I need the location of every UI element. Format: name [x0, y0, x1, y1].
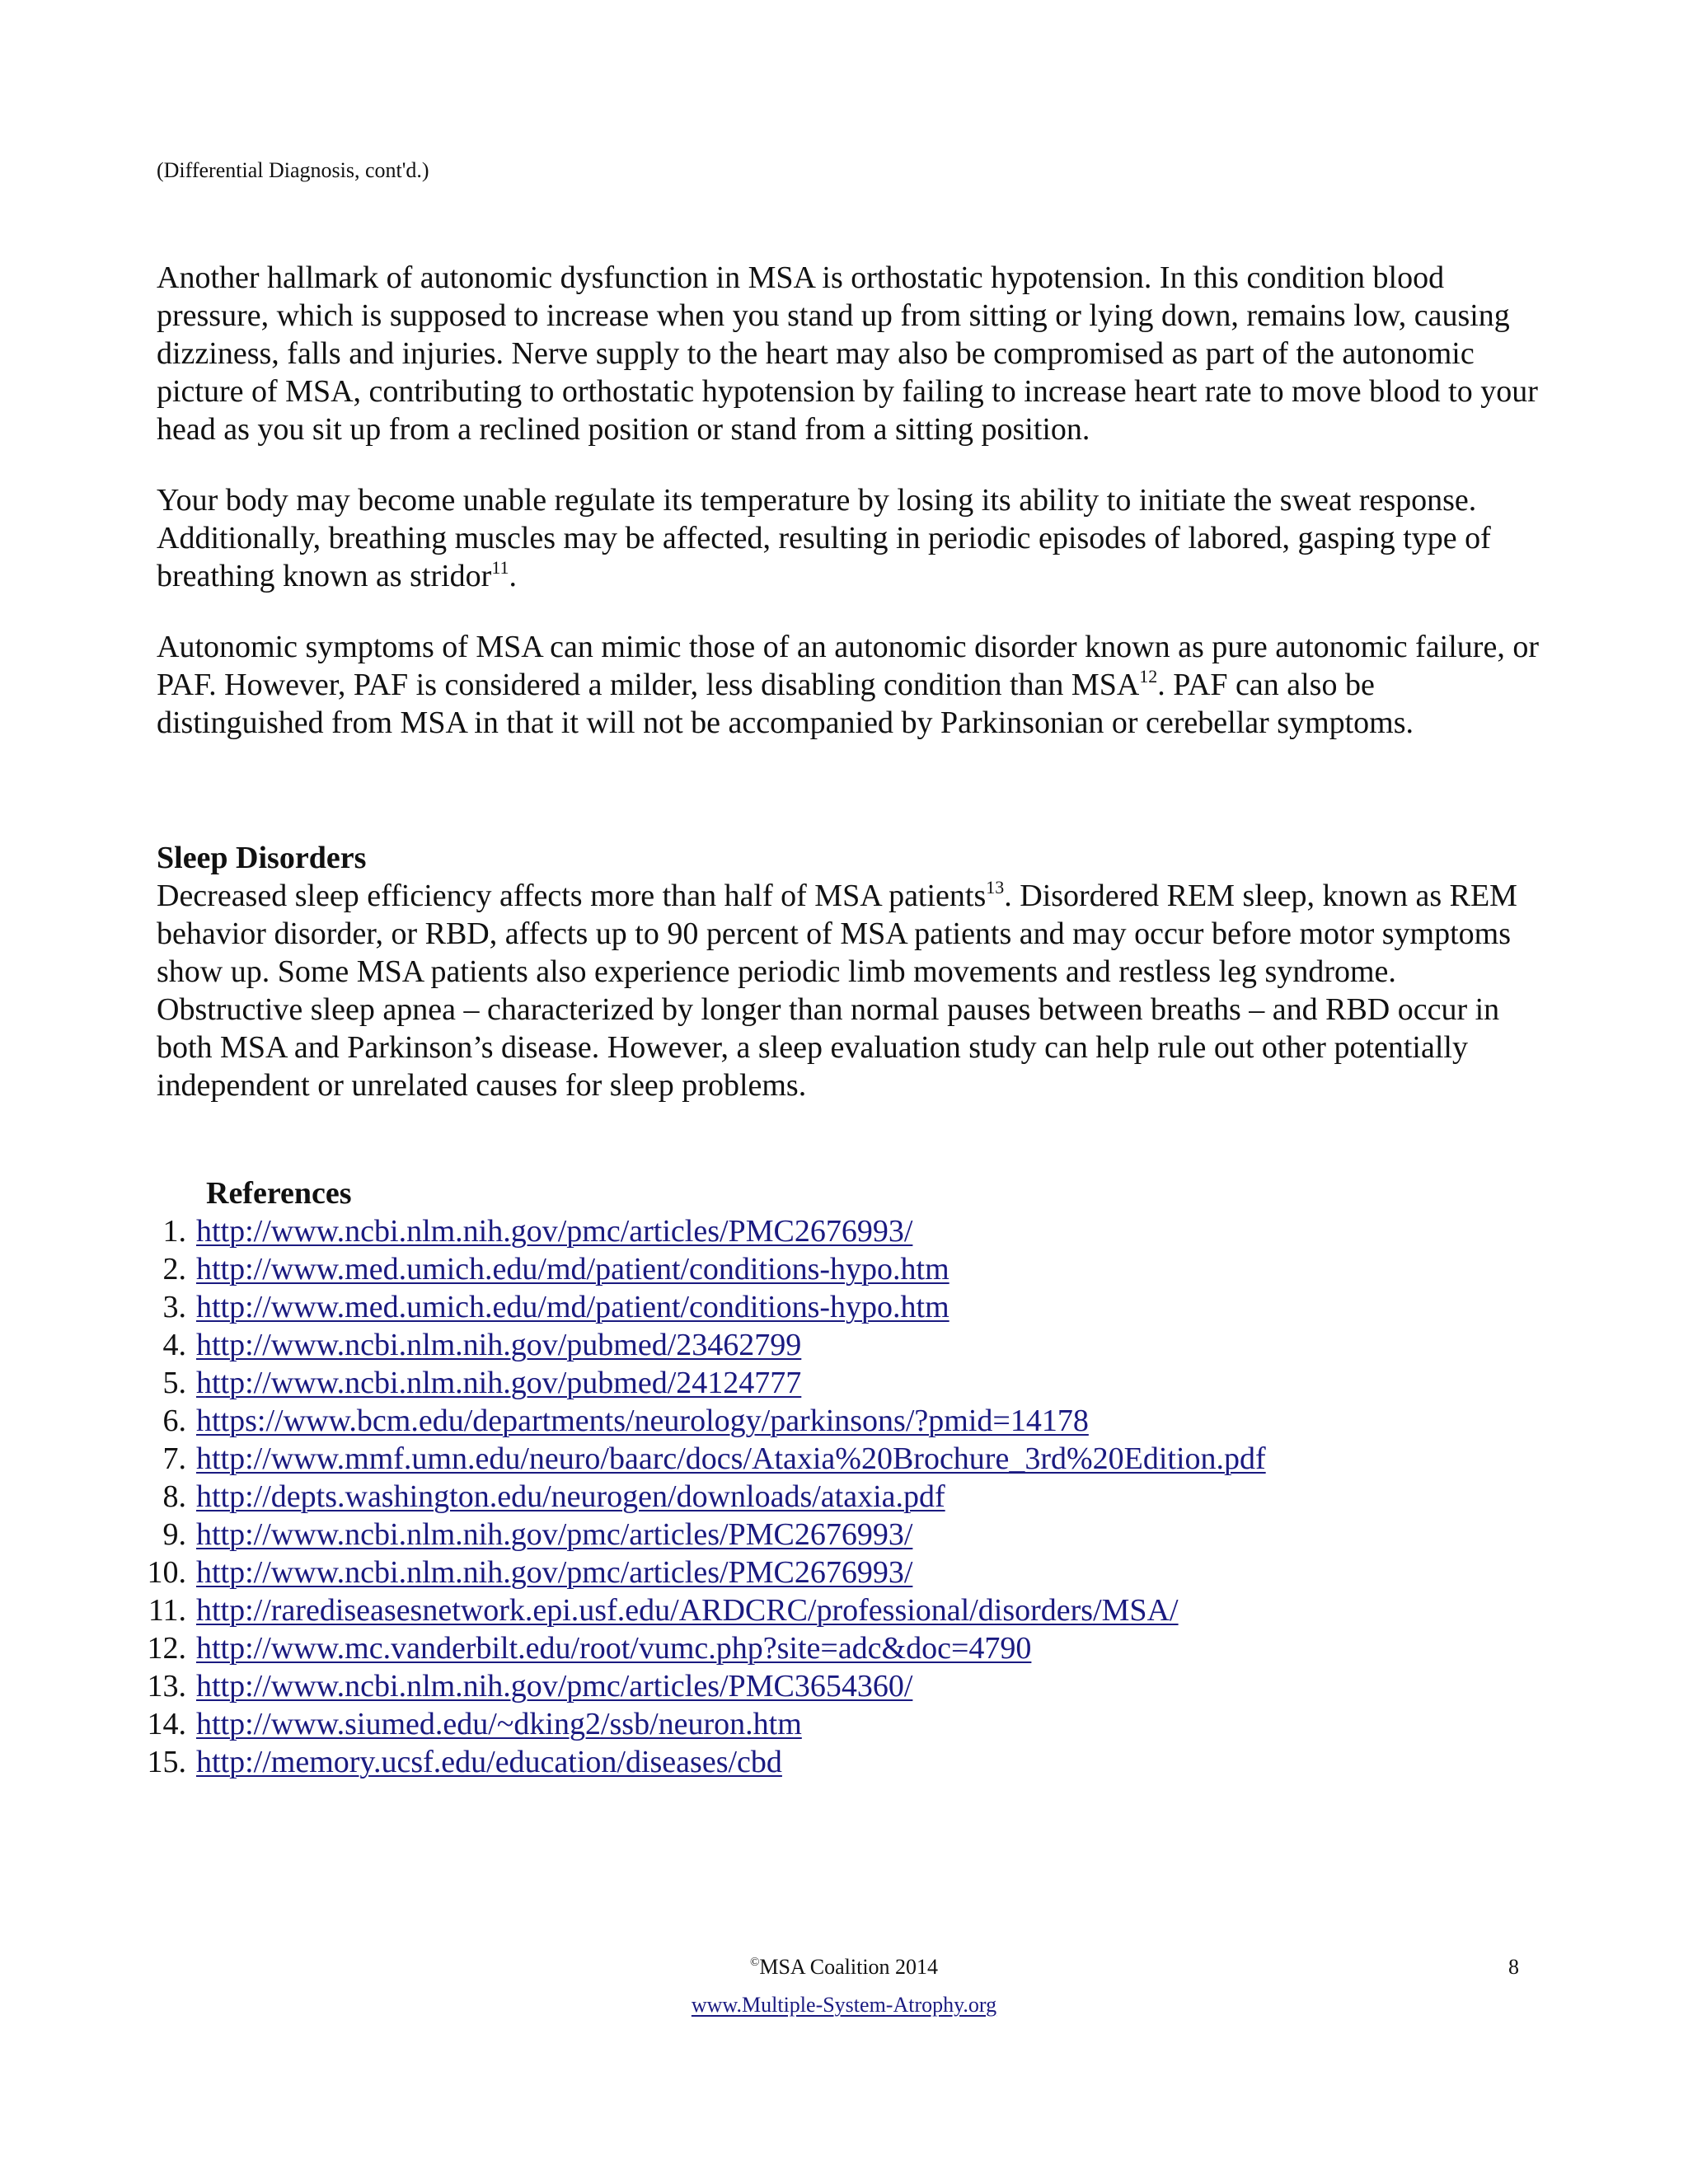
citation-superscript: 12	[1139, 666, 1158, 687]
reference-number: 13.	[147, 1669, 186, 1704]
reference-link[interactable]: http://www.mc.vanderbilt.edu/root/vumc.php?site=adc&doc=4790	[196, 1631, 1032, 1666]
footer-website	[0, 1991, 1688, 2019]
paragraph-orthostatic-hypotension: Another hallmark of autonomic dysfunction in MSA is orthostatic hypotension. In this condition blood pressure, which is supposed to increase when you stand up from sitting or lying down, remains low, causing dizziness, falls and injuries. Nerve supply to the heart may also be compromised as part of the autonomic picture of MSA, contributing to orthostatic hypotension by failing to increase heart rate to move blood to your head as you sit up from a reclined position or stand from a sitting position.	[157, 260, 1538, 447]
reference-item	[107, 1440, 1508, 1478]
reference-number: 14.	[147, 1707, 186, 1741]
paragraph-text: Your body may become unable regulate its temperature by losing its ability to initiate the sweat response. Additionally, breathing muscles may be affected, resulting in periodic episodes of labored, gasping type of breathing known as stridor	[157, 483, 1491, 593]
reference-item	[107, 1554, 1508, 1591]
footer-copyright	[0, 1953, 1688, 1981]
reference-link[interactable]: http://rarediseasesnetwork.epi.usf.edu/ARDCRC/professional/disorders/MSA/	[196, 1593, 1179, 1628]
reference-item	[107, 1478, 1508, 1516]
paragraph-text: .	[509, 559, 517, 593]
citation-superscript: 13	[986, 877, 1005, 898]
reference-item	[107, 1326, 1508, 1364]
reference-link[interactable]: http://www.ncbi.nlm.nih.gov/pmc/articles/PMC2676993/	[196, 1555, 913, 1590]
paragraph-text: Decreased sleep efficiency affects more than half of MSA patients	[157, 879, 987, 913]
paragraph-text: Autonomic symptoms of MSA can mimic those of an autonomic disorder known as pure autonomic failure, or PAF. However, PAF is considered a milder, less disabling condition than MSA	[157, 630, 1539, 702]
reference-number: 7.	[162, 1441, 186, 1476]
reference-link[interactable]: http://www.mmf.umn.edu/neuro/baarc/docs/Ataxia%20Brochure_3rd%20Edition.pdf	[196, 1441, 1266, 1476]
copyright-symbol: ©	[749, 1956, 760, 1969]
reference-number: 11.	[148, 1593, 186, 1628]
reference-link[interactable]: http://www.ncbi.nlm.nih.gov/pmc/articles/PMC3654360/	[196, 1669, 913, 1704]
reference-link[interactable]: http://www.ncbi.nlm.nih.gov/pmc/articles/PMC2676993/	[196, 1214, 913, 1249]
reference-number: 15.	[147, 1745, 186, 1779]
citation-superscript: 11	[491, 557, 509, 578]
reference-item	[107, 1591, 1508, 1629]
reference-item	[107, 1705, 1508, 1743]
reference-number: 10.	[147, 1555, 186, 1590]
reference-link[interactable]: https://www.bcm.edu/departments/neurology/parkinsons/?pmid=14178	[196, 1404, 1089, 1438]
website-link[interactable]: www.Multiple-System-Atrophy.org	[691, 1993, 997, 2017]
reference-item	[107, 1212, 1508, 1250]
reference-item	[107, 1402, 1508, 1440]
reference-link[interactable]: http://www.siumed.edu/~dking2/ssb/neuron.htm	[196, 1707, 802, 1741]
reference-item	[107, 1288, 1508, 1326]
references-list	[107, 1212, 1508, 1781]
reference-item	[107, 1250, 1508, 1288]
paragraph-sleep-disorders	[157, 877, 1541, 1104]
reference-item	[107, 1516, 1508, 1554]
paragraph-text: . Disordered REM sleep, known as REM behavior disorder, or RBD, affects up to 90 percent of MSA patients and may occur before motor symptoms show up. Some MSA patients also experience periodic limb movements and restless leg syndrome. Obstructive sleep apnea – characterized by longer than normal pauses between breaths – and RBD occur in both MSA and Parkinson’s disease. However, a sleep evaluation study can help rule out other potentially independent or unrelated causes for sleep problems.	[157, 879, 1517, 1103]
sleep-disorders-heading: Sleep Disorders	[157, 841, 367, 875]
reference-number: 5.	[162, 1366, 186, 1400]
reference-number: 6.	[162, 1404, 186, 1438]
reference-number: 3.	[162, 1290, 186, 1324]
copyright-text: MSA Coalition 2014	[759, 1955, 939, 1979]
reference-item	[107, 1667, 1508, 1705]
page-number: 8	[1508, 1955, 1519, 1979]
reference-number: 2.	[162, 1252, 186, 1286]
reference-link[interactable]: http://depts.washington.edu/neurogen/downloads/ataxia.pdf	[196, 1479, 945, 1514]
paragraph-text: . PAF can also be distinguished from MSA in that it will not be accompanied by Parkinsonian or cerebellar symptoms.	[157, 668, 1414, 740]
reference-link[interactable]: http://www.med.umich.edu/md/patient/conditions-hypo.htm	[196, 1290, 950, 1324]
reference-number: 8.	[162, 1479, 186, 1514]
references-heading: References	[206, 1176, 352, 1211]
paragraph-paf	[157, 628, 1541, 742]
reference-link[interactable]: http://www.ncbi.nlm.nih.gov/pubmed/23462799	[196, 1328, 802, 1362]
paragraph-temperature-stridor	[157, 481, 1541, 595]
reference-link[interactable]: http://memory.ucsf.edu/education/diseases/cbd	[196, 1745, 782, 1779]
reference-link[interactable]: http://www.med.umich.edu/md/patient/conditions-hypo.htm	[196, 1252, 950, 1286]
reference-item	[107, 1629, 1508, 1667]
reference-number: 12.	[147, 1631, 186, 1666]
reference-number: 4.	[162, 1328, 186, 1362]
reference-link[interactable]: http://www.ncbi.nlm.nih.gov/pubmed/24124777	[196, 1366, 802, 1400]
reference-item	[107, 1743, 1508, 1781]
section-continuation-note: (Differential Diagnosis, cont'd.)	[157, 158, 429, 182]
reference-number: 9.	[162, 1517, 186, 1552]
reference-link[interactable]: http://www.ncbi.nlm.nih.gov/pmc/articles/PMC2676993/	[196, 1517, 913, 1552]
reference-item	[107, 1364, 1508, 1402]
reference-number: 1.	[162, 1214, 186, 1249]
